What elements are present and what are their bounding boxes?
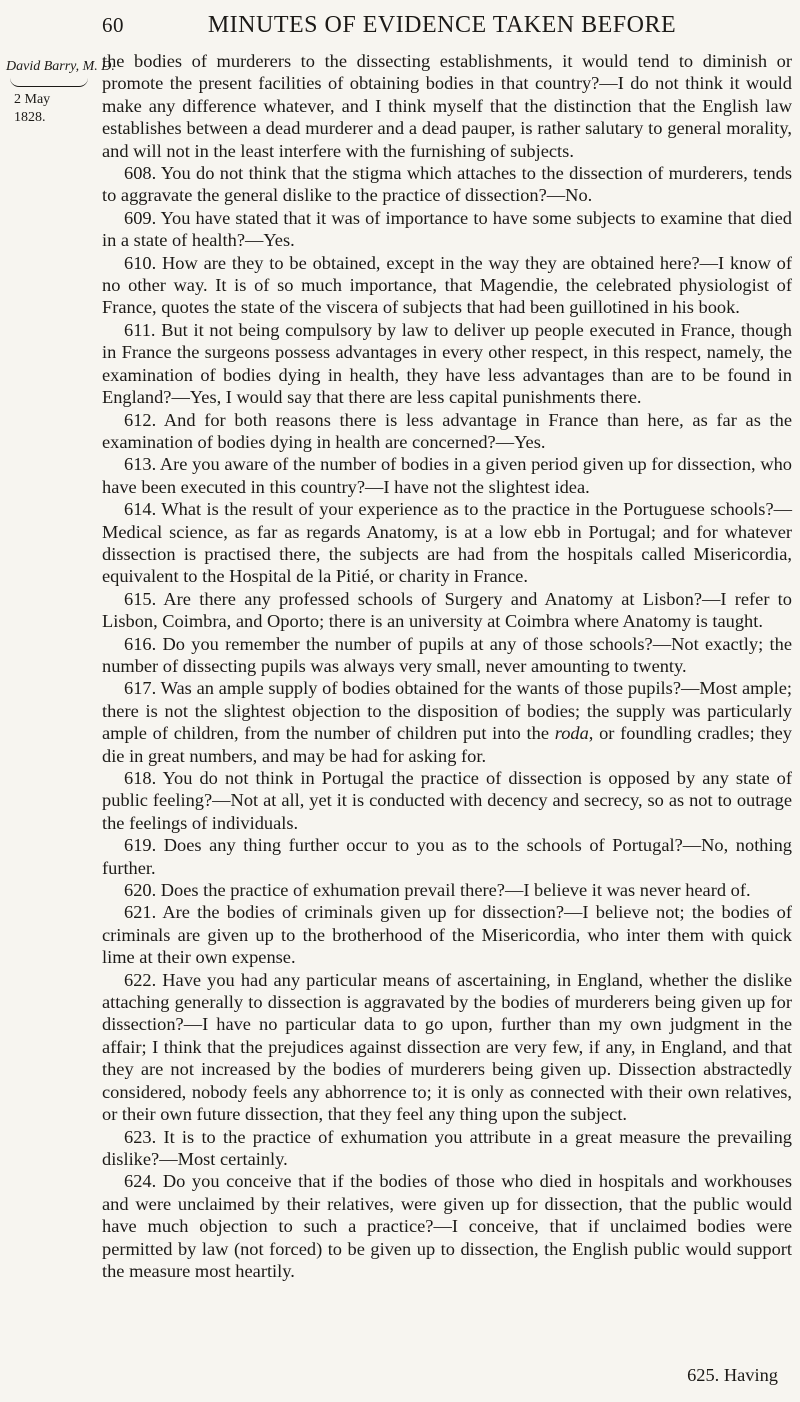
paragraph-617-end: , or foundling cradles; they die in great numbers, and may be had for asking for. [102,723,792,766]
running-title: MINUTES OF EVIDENCE TAKEN BEFORE [207,12,677,38]
paragraph-612: 612. And for both reasons there is less advantage in France than here, as far as the examination of bodies dying in health are concerned?—Yes. [102,409,792,452]
paragraph-617-start: 617. Was an ample supply of bodies obtained for the wants of those pupils?—Most ample; there is not the slightest objection to the disposition of bodies; the supply was particularly ample of children, from the number of children put into the [102,678,792,744]
page-number: 60 [102,13,124,37]
date-day: 2 May [14,92,51,107]
paragraph-613: 613. Are you aware of the number of bodies in a given period given up for dissection, who have been executed in this country?—I have not the slightest idea. [102,454,792,497]
paragraph-continuation: the bodies of murderers to the dissecting establishments, it would tend to diminish or promote the present facilities of obtaining bodies in that country?—I do not think it would make any difference whatever, and I think myself that the distinction that the English law establishes between a dead murderer and a dead pauper, is rather salutary to general morality, and will not in the least interfere with the furnishing of subjects. [102,51,792,161]
paragraph-623: 623. It is to the practice of exhumation you attribute in a great measure the prevailing dislike?—Most certainly. [102,1126,792,1169]
paragraph-618: 618. You do not think in Portugal the practice of dissection is opposed by any state of public feeling?—Not at all, yet it is conducted with decency and secrecy, so as not to outrage the feelings of individuals. [102,768,792,833]
italic-roda: roda [554,723,589,744]
paragraph-619: 619. Does any thing further occur to you as to the schools of Portugal?—No, nothing further. [102,835,792,878]
paragraph-615: 615. Are there any professed schools of Surgery and Anatomy at Lisbon?—I refer to Lisbon, Coimbra, and Oporto; there is an university at Coimbra where Anatomy is taught. [102,588,792,632]
paragraph-611: 611. But it not being compulsory by law to deliver up people executed in France, though in France the surgeons possess advantages in every other respect, in this respect, namely, the examination of bodies dying in health, they have less advantages than are to be found in England?—Yes, I would say that there are less capital punishments there. [102,319,792,408]
paragraph-614: 614. What is the result of your experience as to the practice in the Portuguese schools?—Medical science, as far as regards Anatomy, is at a low ebb in Portugal; and for whatever dissection is practised there, the subjects are had from the hospitals called Misericordia, equivalent to the Hospital de la Pitié, or charity in France. [102,499,792,587]
margin-note [6,58,115,127]
paragraph-616: 616. Do you remember the number of pupils at any of those schools?—Not exactly; the number of dissecting pupils was always very small, never amounting to twenty. [102,633,792,676]
paragraph-620: 620. Does the practice of exhumation prevail there?—I believe it was never heard of. [124,880,751,901]
paragraph-617 [102,677,792,767]
brace-decoration [10,78,88,87]
paragraph-608: 608. You do not think that the stigma which attaches to the dissection of murderers, tends to aggravate the general dislike to the practice of dissection?—No. [102,163,792,206]
paragraph-610: 610. How are they to be obtained, except in the way they are obtained here?—I know of no other way. It is of so much importance, that Magendie, the celebrated physiologist of France, quotes the state of the viscera of subjects that had been guillotined in his book. [102,252,792,318]
paragraph-622: 622. Have you had any particular means of ascertaining, in England, whether the dislike attaching generally to dissection is aggravated by the bodies of murderers being given up for dissection?—I have no particular data to go upon, further than my own judgment in the affair; I think that the prejudices against dissection are very few, if any, in England, and that they are not increased by the bodies of murderers being given up. Dissection abstractedly considered, nobody feels any abhorrence to; it is only as connected with their own relatives, or their own future dissection, that they feel any thing upon the subject. [102,969,792,1125]
body-text [102,50,792,1282]
paragraph-609: 609. You have stated that it was of importance to have some subjects to examine that died in a state of health?—Yes. [102,207,792,251]
catchword: 625. Having [687,1365,778,1385]
paragraph-621: 621. Are the bodies of criminals given up for dissection?—I believe not; the bodies of criminals are given up to the brotherhood of the Misericordia, who inter them with quick lime at their own expense. [102,902,792,968]
witness-name: David Barry, M. D. [6,59,115,74]
paragraph-624: 624. Do you conceive that if the bodies of those who died in hospitals and workhouses and were unclaimed by their relatives, were given up for dissection, that the public would have much objection to such a practice?—I conceive, that if unclaimed bodies were permitted by law (not forced) to be given up to dissection, the English public would support the measure most heartily. [102,1171,792,1281]
page-header [102,12,782,39]
date-year: 1828. [14,110,46,125]
